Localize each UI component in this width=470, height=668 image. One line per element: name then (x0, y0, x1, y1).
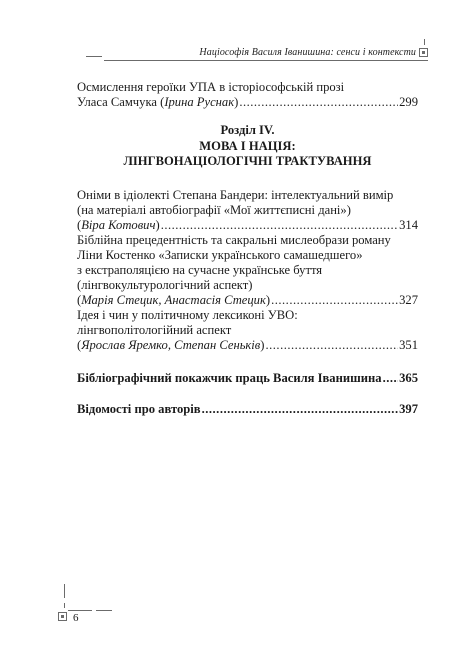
page-number: 6 (73, 612, 79, 624)
toc-entry-page: 397 (399, 401, 418, 416)
footer-dash (96, 610, 112, 611)
header-square-ornament (419, 48, 428, 57)
section-heading (77, 123, 418, 170)
toc-entry-last-line: (Віра Котович) ..... 314 (77, 218, 418, 233)
toc-entry-title-cont: Ліни Костенко «Записки українського самашедшего» (77, 247, 363, 262)
toc-entry (77, 188, 418, 233)
toc-entry (77, 233, 418, 308)
toc-entry-title: Ідея і чин у політичному лексиконі УВО: (77, 307, 298, 322)
header-rule (104, 60, 428, 61)
footer-square-ornament (58, 612, 67, 621)
toc-entry-last-line: (Ярослав Яремко, Степан Сеньків) ..... 351 (77, 338, 418, 353)
dot-leader (239, 95, 398, 110)
dot-leader (383, 371, 399, 386)
header-dash (86, 56, 102, 57)
toc-entry-authors (77, 402, 418, 417)
toc-entry-title: Осмислення героїки УПА в історіософській прозі (77, 80, 345, 94)
toc-entry-page: 327 (399, 292, 418, 307)
dot-leader (271, 293, 398, 308)
toc-entry-author: Ірина Руснак (164, 95, 235, 109)
toc-entry-title-cont: (на матеріалі автобіографії «Мої життєписні дані») (77, 202, 351, 217)
toc-entry-page: 299 (399, 95, 418, 109)
toc-entry-page: 351 (399, 337, 418, 352)
dot-leader (202, 402, 399, 417)
toc-entry-page: 314 (399, 217, 418, 232)
toc-entry-title: Відомості про авторів (77, 401, 201, 416)
toc-entry-title: Біблійна прецедентність та сакральні мислеобрази роману (77, 232, 391, 247)
section-title-line-2: ЛІНГВОНАЦІОЛОГІЧНІ ТРАКТУВАННЯ (123, 154, 372, 168)
dot-leader (265, 338, 398, 353)
dot-leader (161, 218, 398, 233)
toc-entry-title: Бібліографічний покажчик праць Василя Іванишина (77, 370, 382, 385)
toc-entry-author: Ярослав Яремко, Степан Сеньків (81, 337, 261, 352)
toc-entry-title-cont: лінгвополітологійний аспект (77, 322, 232, 337)
toc-entry-title-cont: з екстраполяцією на сучасне українське буття (77, 262, 323, 277)
section-label: Розділ IV. (220, 123, 275, 137)
running-header (86, 47, 428, 61)
footer-rule (68, 610, 92, 611)
toc-entry-bibliography (77, 371, 418, 386)
toc-entry (77, 308, 418, 353)
section-title-line-1: МОВА І НАЦІЯ: (199, 138, 296, 153)
toc-entry-page: 365 (399, 370, 418, 385)
toc-entry-last-line: Уласа Самчука (Ірина Руснак) ..... 299 (77, 95, 418, 110)
header-tick (424, 39, 425, 45)
footer-tick (64, 603, 65, 608)
toc-entry-title-cont: (лінгвокультурологічний аспект) (77, 277, 253, 292)
toc-entry (77, 80, 418, 110)
table-of-contents (77, 80, 418, 417)
toc-entry-last-line: (Марія Стецик, Анастасія Стецик) ..... 327 (77, 293, 418, 308)
header-title: Націософія Василя Іванишина: сенси і контексти (199, 47, 416, 58)
toc-entry-title-cont: Уласа Самчука ( (77, 95, 165, 109)
toc-entry-author: Віра Котович (81, 217, 156, 232)
footer-tick (64, 584, 65, 598)
toc-entry-title: Оніми в ідіолекті Степана Бандери: інтелектуальний вимір (77, 187, 394, 202)
toc-entry-author: Марія Стецик, Анастасія Стецик (81, 292, 266, 307)
